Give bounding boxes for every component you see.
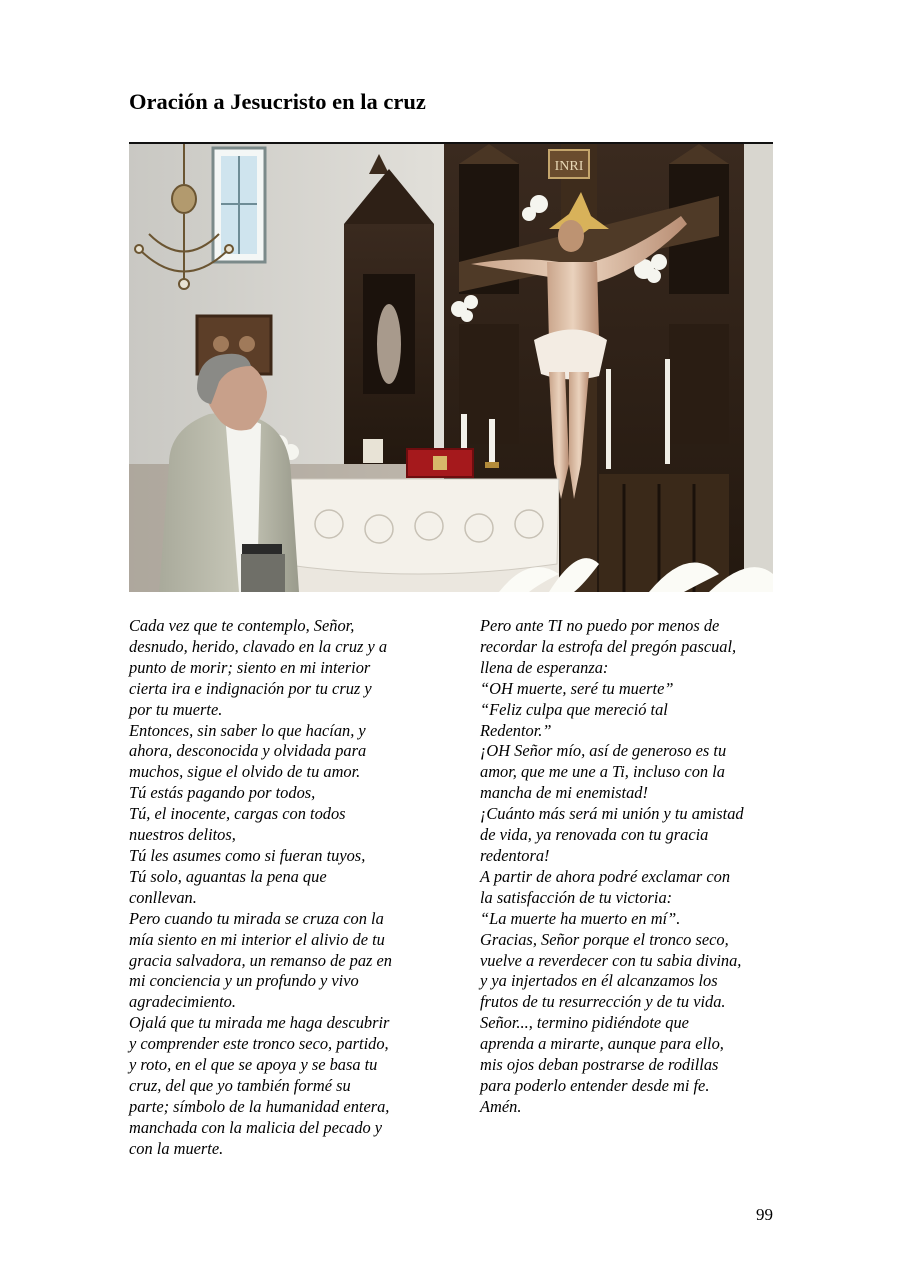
crucifix-altar-illustration: [129, 144, 773, 592]
text-line: manchada con la malicia del pecado y: [129, 1117, 383, 1137]
text-line: ¡Cuánto más será mi unión y tu amistad: [480, 804, 744, 824]
text-line: mis ojos deban postrarse de rodillas: [480, 1055, 719, 1075]
text-line: redentora!: [480, 845, 550, 865]
text-line: con la muerte.: [129, 1138, 224, 1158]
text-line: y ya injertados en él alcanzamos los: [480, 971, 718, 991]
text-line: “Feliz culpa que mereció tal: [480, 699, 668, 719]
text-line: “La muerte ha muerto en mí”.: [480, 908, 681, 928]
text-line: Tú les asumes como si fueran tuyos,: [129, 845, 366, 865]
text-line: agradecimiento.: [129, 992, 236, 1012]
text-line: mía siento en mi interior el alivio de tu: [129, 929, 385, 949]
text-line: para poderlo entender desde mi fe.: [480, 1075, 710, 1095]
text-line: cierta ira e indignación por tu cruz y: [129, 678, 372, 698]
stained-window: [213, 148, 265, 262]
text-line: recordar la estrofa del pregón pascual,: [480, 636, 737, 656]
text-line: frutos de tu resurrección y de tu vida.: [480, 992, 726, 1012]
text-line: Tú estás pagando por todos,: [129, 783, 316, 803]
text-line: de vida, ya renovada con tu gracia: [480, 825, 709, 845]
text-line: desnudo, herido, clavado en la cruz y a: [129, 636, 388, 656]
text-line: llena de esperanza:: [480, 657, 609, 677]
text-line: Cada vez que te contemplo, Señor,: [129, 616, 355, 635]
text-line: gracia salvadora, un remanso de paz en: [129, 950, 392, 970]
page-number: 99: [756, 1205, 773, 1224]
text-line: Redentor.”: [480, 720, 552, 740]
text-line: vuelve a reverdecer con tu sabia divina,: [480, 950, 742, 970]
inri-inscription: INRI: [554, 159, 584, 174]
text-line: Tú solo, aguantas la pena que: [129, 866, 327, 886]
text-line: por tu muerte.: [129, 699, 223, 719]
text-line: Entonces, sin saber lo que hacían, y: [129, 720, 366, 740]
text-line: “OH muerte, seré tu muerte”: [480, 678, 674, 698]
text-line: Amén.: [480, 1096, 522, 1116]
text-line: Ojalá que tu mirada me haga descubrir: [129, 1013, 390, 1033]
text-line: nuestros delitos,: [129, 825, 236, 845]
text-line: Señor..., termino pidiéndote que: [480, 1013, 689, 1033]
text-line: parte; símbolo de la humanidad entera,: [129, 1096, 390, 1116]
altar-photo: [129, 142, 773, 592]
text-line: ¡OH Señor mío, así de generoso es tu: [480, 741, 727, 761]
text-line: y comprender este tronco seco, partido,: [129, 1034, 389, 1054]
text-line: la satisfacción de tu victoria:: [480, 887, 673, 907]
text-line: muchos, sigue el olvido de tu amor.: [129, 762, 361, 782]
prayer-right-column: [480, 616, 780, 1118]
text-line: A partir de ahora podré exclamar con: [480, 866, 731, 886]
text-line: Pero ante TI no puedo por menos de: [480, 616, 720, 635]
text-line: Tú, el inocente, cargas con todos: [129, 804, 346, 824]
text-line: aprenda a mirarte, aunque para ello,: [480, 1034, 724, 1054]
text-line: Gracias, Señor porque el tronco seco,: [480, 929, 729, 949]
text-line: y roto, en el que se apoya y se basa tu: [129, 1055, 378, 1075]
text-line: mi conciencia y un profundo y vivo: [129, 971, 359, 991]
text-line: punto de morir; siento en mi interior: [129, 657, 371, 677]
text-line: Pero cuando tu mirada se cruza con la: [129, 908, 384, 928]
text-line: cruz, del que yo también formé su: [129, 1075, 351, 1095]
prayer-left-column: [129, 616, 429, 1160]
text-line: mancha de mi enemistad!: [480, 783, 648, 803]
text-line: amor, que me une a Ti, incluso con la: [480, 762, 725, 782]
page-title: Oración a Jesucristo en la cruz: [129, 89, 426, 114]
text-line: ahora, desconocida y olvidada para: [129, 741, 367, 761]
text-line: conllevan.: [129, 887, 197, 907]
